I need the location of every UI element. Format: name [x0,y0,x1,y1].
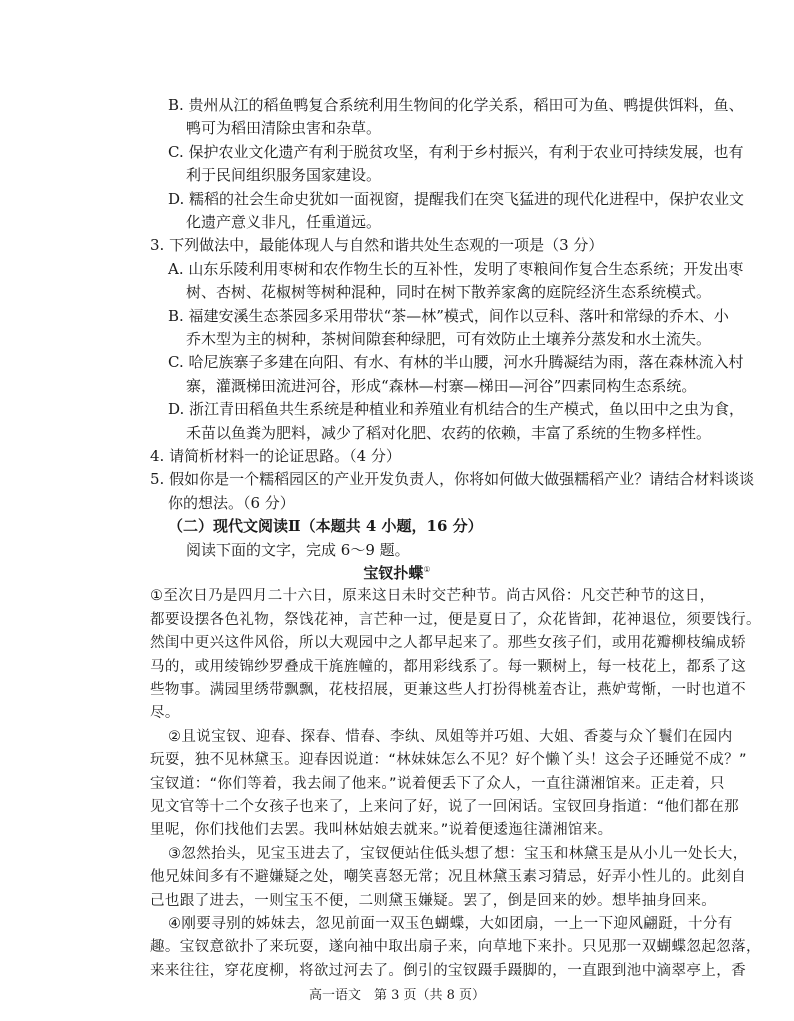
q3-option-b-line2: 乔木型为主的树种，茶树间隙套种绿肥，可有效防止土壤养分蒸发和水土流失。 [186,330,712,348]
para3-line3: 己也跟了进去，一则宝玉不便，二则黛玉嫌疑。罢了，倒是回来的妙。想毕抽身回来。 [150,892,717,909]
para3-line1: ③忽然抬头，见宝玉进去了，宝钗便站住低头想了想：宝玉和林黛玉是从小儿一处长大， [168,845,748,862]
section-heading: （二）现代文阅读Ⅱ（本题共 4 小题，16 分） [168,517,483,536]
option-c-line1: C. 保护农业文化遗产有利于脱贫攻坚，有利于乡村振兴，有利于农业可持续发展，也有 [168,142,744,161]
passage-title: 宝钗扑蝶① [363,564,431,582]
q3-option-d-line1: D. 浙江青田稻鱼共生系统是种植业和养殖业有机结合的生产模式，鱼以田中之虫为食， [168,400,745,419]
para1-line5: 些物事。满园里绣带飘飘，花枝招展，更兼这些人打扮得桃羞杏让，燕妒莺惭，一时也道不 [150,682,746,698]
para2-line3: 宝钗道：“你们等着，我去闹了他来。”说着便丢下了众人，一直往潇湘馆来。正走着，只 [150,775,725,792]
question-4: 4. 请简析材料一的论证思路。（4 分） [150,447,401,465]
reading-instruction: 阅读下面的文字，完成 6～9 题。 [186,540,410,559]
q3-option-c-line1: C. 哈尼族寨子多建在向阳、有水、有林的半山腰，河水升腾凝结为雨，落在森林流入村 [168,353,744,372]
para2-line1: ②且说宝钗、迎春、探春、惜春、李纨、凤姐等并巧姐、大姐、香菱与众丫鬟们在园内 [168,728,733,745]
para1-line1: ①至次日乃是四月二十六日，原来这日未时交芒种节。尚古风俗：凡交芒种节的这日， [150,588,715,605]
footnote-mark: ① [423,565,431,574]
q3-option-c-line2: 寨，灌溉梯田流进河谷，形成“森林—村寨—梯田—河谷”四素同构生态系统。 [186,376,697,395]
q3-option-b-line1: B. 福建安溪生态茶园多采用带状“茶—林”模式，间作以豆科、落叶和常绿的乔木、小 [168,306,729,325]
para2-line4: 见文官等十二个女孩子也来了，上来问了好，说了一回闲话。宝钗回身指道：“他们都在那 [150,799,740,815]
para1-line2: 都要设摆各色礼物，祭饯花神，言芒种一过，便是夏日了，众花皆卸，花神退位，须要饯行。 [150,611,761,628]
para4-line3: 来来往往，穿花度柳，将欲过河去了。倒引的宝钗蹑手蹑脚的，一直跟到池中滴翠亭上，香 [150,962,746,979]
question-5-line2: 你的想法。（6 分） [168,493,295,512]
page-footer: 高一语文 第 3 页（共 8 页） [308,988,486,1003]
option-b-line2: 鸭可为稻田清除虫害和杂草。 [186,119,382,138]
q3-option-d-line2: 禾苗以鱼粪为肥料，减少了稻对化肥、农药的依赖，丰富了系统的生物多样性。 [186,423,712,442]
para1-line4: 马的，或用绫锦纱罗叠成干旄旌幢的，都用彩线系了。每一颗树上，每一枝花上，都系了这 [150,658,746,675]
q3-option-a-line1: A. 山东乐陵利用枣树和农作物生长的互补性，发明了枣粮间作复合生态系统；开发出枣 [168,259,744,278]
question-5-line1: 5. 假如你是一个糯稻园区的产业开发负责人，你将如何做大做强糯稻产业？请结合材料谈谈 [150,470,755,489]
para2-line5: 里呢，你们找他们去罢。我叫林姑娘去就来。”说着便逶迤往潇湘馆来。 [150,822,613,839]
option-c-line2: 利于民间组织服务国家建设。 [186,166,382,185]
question-3-stem: 3. 下列做法中，最能体现人与自然和谐共处生态观的一项是（3 分） [150,236,604,255]
option-d-line2: 化遗产意义非凡，任重道远。 [186,213,382,231]
para1-line3: 然闺中更兴这件风俗，所以大观园中之人都早起来了。那些女孩子们，或用花瓣柳枝编成轿 [150,635,746,652]
para3-line2: 他兄妹间多有不避嫌疑之处，嘲笑喜怒无常；况且林黛玉素习猜忌，好弄小性儿的。此刻自 [150,869,746,886]
para1-line6: 尽。 [150,705,180,722]
option-d-line1: D. 糯稻的社会生命史犹如一面视窗，提醒我们在突飞猛进的现代化进程中，保护农业文 [168,189,745,208]
para4-line1: ④刚要寻别的姊妹去，忽见前面一双玉色蝴蝶，大如团扇，一上一下迎风翩跹，十分有 [168,916,733,932]
para2-line2: 玩耍，独不见林黛玉。迎春因说道：“林妹妹怎么不见？好个懒丫头！这会子还睡觉不成？” [150,752,747,769]
q3-option-a-line2: 树、杏树、花椒树等树种混种，同时在树下散养家禽的庭院经济生态系统模式。 [186,283,712,302]
para4-line2: 趣。宝钗意欲扑了来玩耍，遂向袖中取出扇子来，向草地下来扑。只见那一双蝴蝶忽起忽落， [150,939,761,956]
option-b-line1: B. 贵州从江的稻鱼鸭复合系统利用生物间的化学关系，稻田可为鱼、鸭提供饵料，鱼、 [168,96,744,114]
